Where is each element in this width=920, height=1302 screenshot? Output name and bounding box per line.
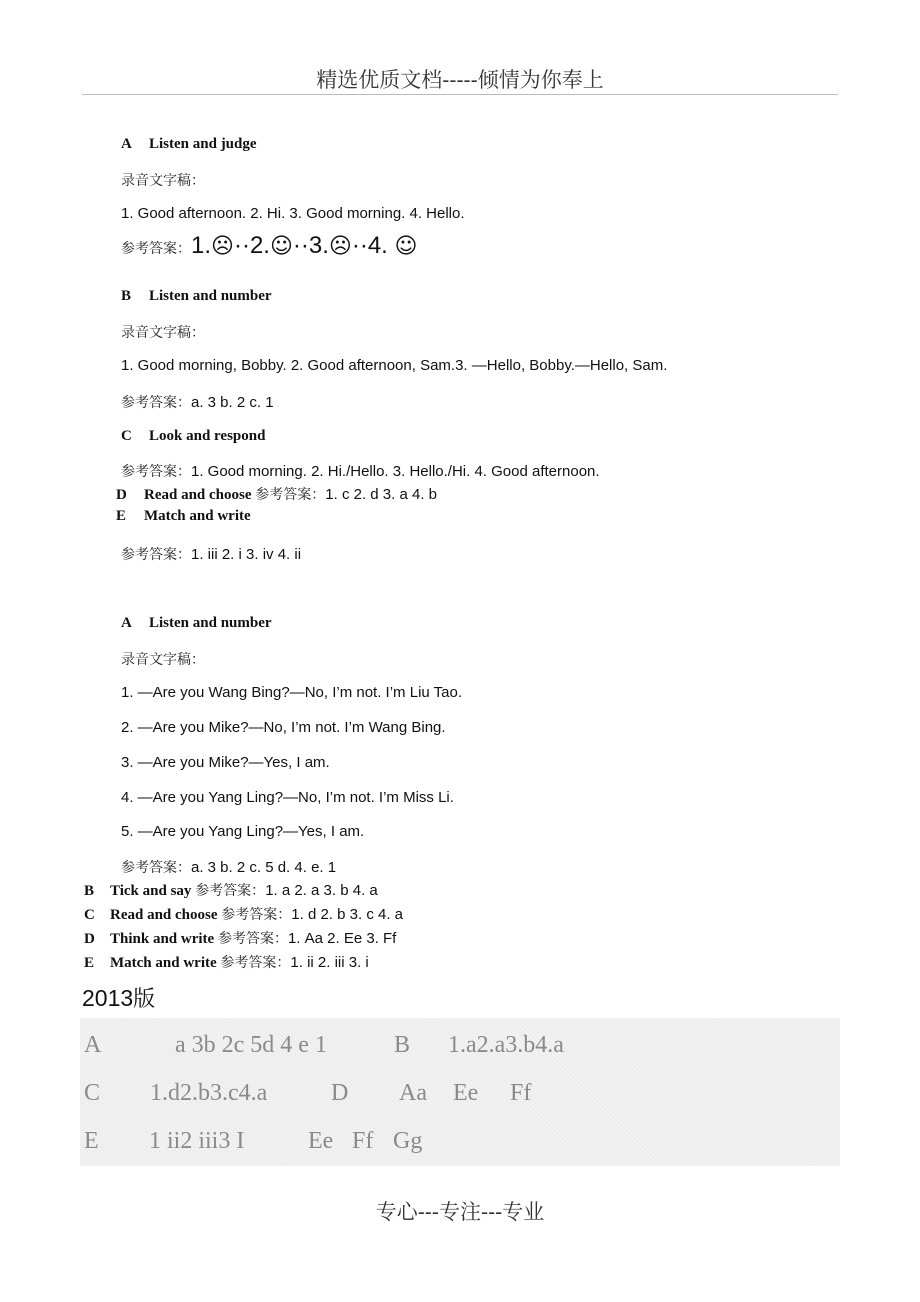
- u2-a-letter: A: [121, 615, 132, 631]
- u1-b-answer-label: 参考答案：: [121, 395, 191, 411]
- u1-e-answer-row: [121, 544, 301, 564]
- u1-d-answer-label: 参考答案：: [255, 487, 326, 503]
- box-r1-answer-a: a 3b 2c 5d 4 e 1: [175, 1032, 327, 1058]
- u2-d-answer-label: 参考答案：: [217, 931, 288, 947]
- u1-e-answer-label: 参考答案：: [121, 547, 191, 563]
- u2-a-line: 5. —Are you Yang Ling?—Yes, I am.: [121, 823, 365, 840]
- box-r1-label-a: A: [84, 1032, 102, 1058]
- page-footer: 专心---专注---专业: [375, 1200, 545, 1224]
- box-r2-answer-ff: Ff: [510, 1080, 532, 1106]
- u1-a-script: 1. Good afternoon. 2. Hi. 3. Good morning. 4. Hello.: [121, 205, 465, 222]
- u1-d-answer: 1. c 2. d 3. a 4. b: [325, 486, 438, 503]
- version-suffix: 版: [133, 987, 156, 1012]
- u1-a-heading: [121, 136, 257, 153]
- u1-b-script: 1. Good morning, Bobby. 2. Good afternoon, Sam.3. —Hello, Bobby.—Hello, Sam.: [121, 357, 668, 374]
- u2-c-answer: 1. d 2. b 3. c 4. a: [291, 906, 404, 923]
- box-r3-answer-ff: Ff: [352, 1128, 374, 1154]
- version-heading: [82, 982, 155, 1013]
- u1-b-title: Listen and number: [149, 288, 272, 304]
- separator: ··: [292, 232, 309, 259]
- u1-a-title: Listen and judge: [149, 136, 257, 152]
- u2-a-script-label: 录音文字稿：: [121, 652, 205, 668]
- u2-b-answer-label: 参考答案：: [195, 883, 266, 899]
- box-r3-answer-ee: Ee: [308, 1128, 334, 1154]
- smile-face-icon: ☺: [269, 234, 293, 259]
- u1-c-answer-label: 参考答案：: [121, 464, 191, 480]
- u2-b-answer: 1. a 2. a 3. b 4. a: [265, 882, 378, 899]
- u1-a-answer-row: [121, 232, 417, 260]
- smile-face-icon: ☺: [394, 234, 418, 259]
- box-r1-label-b: B: [394, 1032, 411, 1058]
- u2-a-answer-label: 参考答案：: [121, 860, 191, 876]
- u1-b-answer-row: [121, 392, 274, 412]
- answer-box: [80, 1018, 840, 1166]
- u1-d-heading: [116, 484, 437, 504]
- u2-a-answer: a. 3 b. 2 c. 5 d. 4. e. 1: [191, 859, 337, 876]
- u2-c-letter: C: [84, 907, 95, 923]
- u2-a-heading: [121, 615, 272, 632]
- u2-e-heading: [84, 952, 369, 972]
- box-r2-label-c: C: [84, 1080, 101, 1106]
- u1-c-answer: 1. Good morning. 2. Hi./Hello. 3. Hello./Hi. 4. Good afternoon.: [191, 463, 600, 480]
- box-r2-label-d: D: [331, 1080, 349, 1106]
- u2-e-letter: E: [84, 955, 95, 971]
- version-year: 2013: [82, 985, 134, 1011]
- answer-4-num: 4.: [367, 232, 395, 259]
- u1-e-answer: 1. iii 2. i 3. iv 4. ii: [191, 546, 302, 563]
- u1-c-answer-row: [121, 461, 600, 481]
- header-rule: [82, 94, 838, 95]
- u1-b-heading: [121, 288, 272, 305]
- frown-face-icon: ☹: [328, 234, 352, 259]
- u2-e-answer-label: 参考答案：: [220, 955, 291, 971]
- box-r3-answer-e: 1 ii2 iii3 I: [149, 1128, 245, 1154]
- box-r2-answer-ee: Ee: [453, 1080, 479, 1106]
- u2-c-title: Read and choose: [110, 907, 222, 923]
- u2-a-line: 2. —Are you Mike?—No, I’m not. I’m Wang Bing.: [121, 719, 446, 736]
- u2-d-letter: D: [84, 931, 95, 947]
- separator: ··: [351, 232, 368, 259]
- u1-b-script-label: 录音文字稿：: [121, 325, 205, 341]
- u2-d-answer: 1. Aa 2. Ee 3. Ff: [287, 930, 397, 947]
- u1-c-heading: [121, 428, 265, 445]
- u1-e-title: Match and write: [144, 508, 251, 524]
- u2-a-line: 4. —Are you Yang Ling?—No, I’m not. I’m Miss Li.: [121, 789, 454, 806]
- u2-d-title: Think and write: [110, 931, 218, 947]
- box-r2-answer-c: 1.d2.b3.c4.a: [150, 1080, 268, 1106]
- u2-a-line: 3. —Are you Mike?—Yes, I am.: [121, 754, 330, 771]
- u1-b-answer: a. 3 b. 2 c. 1: [191, 394, 274, 411]
- box-r3-label-e: E: [84, 1128, 99, 1154]
- u2-c-answer-label: 参考答案：: [221, 907, 292, 923]
- u1-a-script-label: 录音文字稿：: [121, 173, 205, 189]
- u1-c-letter: C: [121, 428, 132, 444]
- u2-a-title: Listen and number: [149, 615, 272, 631]
- box-r3-answer-gg: Gg: [393, 1128, 423, 1154]
- box-r2-answer-aa: Aa: [399, 1080, 427, 1106]
- answer-2-num: 2.: [249, 232, 270, 259]
- u2-c-heading: [84, 904, 403, 924]
- u1-a-answer-label: 参考答案：: [121, 241, 191, 257]
- u2-b-title: Tick and say: [110, 883, 196, 899]
- u1-e-letter: E: [116, 508, 127, 524]
- box-r1-answer-b: 1.a2.a3.b4.a: [448, 1032, 564, 1058]
- u2-e-answer: 1. ii 2. iii 3. i: [290, 954, 369, 971]
- page-header: 精选优质文档-----倾情为你奉上: [316, 68, 604, 92]
- u2-a-line: 1. —Are you Wang Bing?—No, I’m not. I’m Liu Tao.: [121, 684, 462, 701]
- u1-e-heading: [116, 508, 251, 525]
- u1-b-letter: B: [121, 288, 132, 304]
- u2-a-answer-row: [121, 857, 336, 877]
- answer-3-num: 3.: [308, 232, 329, 259]
- u1-a-letter: A: [121, 136, 132, 152]
- u2-b-letter: B: [84, 883, 95, 899]
- u1-d-title: Read and choose: [144, 487, 256, 503]
- frown-face-icon: ☹: [211, 234, 234, 259]
- answer-1-num: 1.: [191, 232, 212, 259]
- u2-e-title: Match and write: [110, 955, 221, 971]
- u1-d-letter: D: [116, 487, 127, 503]
- u2-b-heading: [84, 880, 378, 900]
- separator: ··: [233, 232, 250, 259]
- u2-d-heading: [84, 928, 396, 948]
- u1-c-title: Look and respond: [149, 428, 266, 444]
